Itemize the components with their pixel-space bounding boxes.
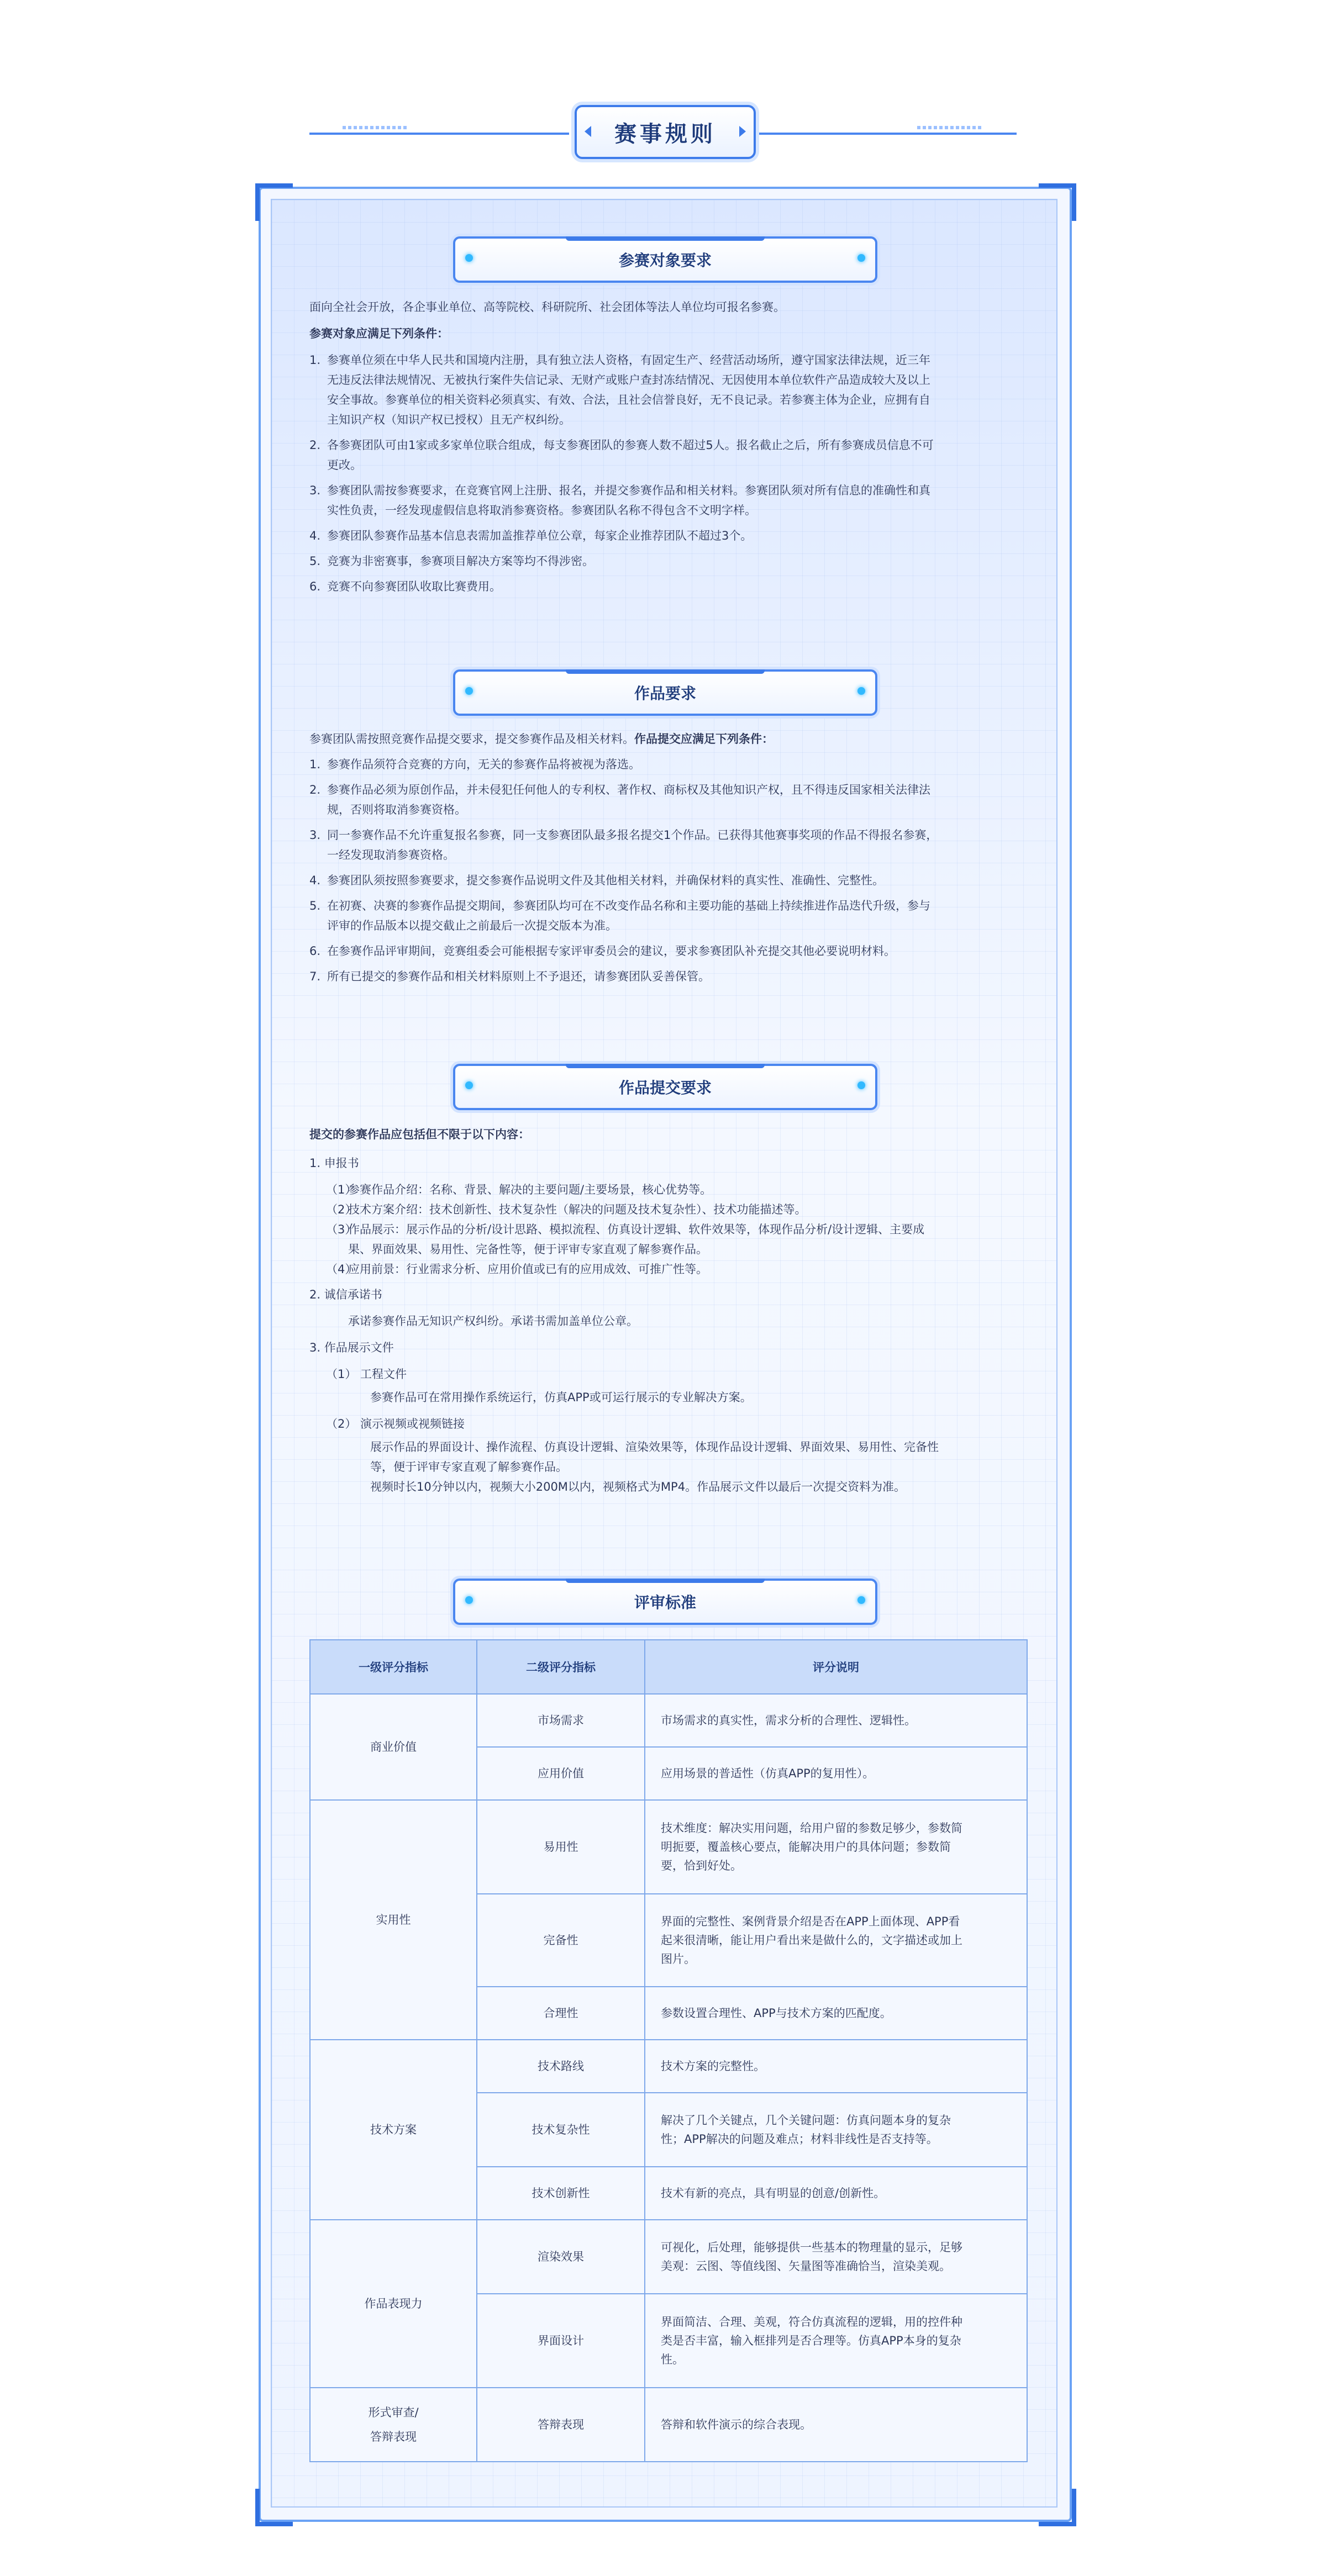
description-line: 性。 [661,2353,684,2366]
sub-item-text: 应用前景：行业需求分析、应用价值或已有的应用成效、可推广性等。 [348,1263,708,1276]
item-number: 4. [309,529,321,542]
list-item [309,481,1028,520]
item-number: 1. [309,353,321,367]
criterion-cell: 渲染效果 [477,2220,645,2294]
item-text: 参赛作品必须为原创作品，并未侵犯任何他人的专利权、著作权、商标权及其他知识产权，且不得违反国家相关法律法 [327,783,930,796]
group-cell [310,2388,477,2462]
glow-dot-icon [465,254,473,262]
section-title: 作品提交要求 [618,1079,712,1097]
item-number: 2. [309,783,321,796]
item-number: 5. [309,899,321,912]
list-item [309,780,1028,820]
section-lead: 参赛对象应满足下列条件： [309,327,449,340]
list-item [309,870,1028,890]
item-text: 所有已提交的参赛作品和相关材料原则上不予退还，请参赛团队妥善保管。 [327,970,710,983]
criterion-cell: 技术创新性 [477,2167,645,2220]
description-line: 美观：云图、等值线图、矢量图等准确恰当，渲染美观。 [661,2260,951,2273]
section-header-evaluation [453,1579,877,1625]
intro-lead: 作品提交应满足下列条件： [634,732,774,746]
table-row [310,2040,1027,2093]
rule-list [309,754,1028,986]
corner-deco-top-right [1039,183,1076,221]
evaluation-table [309,1639,1028,2462]
list-item [309,526,1028,546]
header-accent-bar [566,236,765,241]
item-number: 4. [309,874,321,887]
section-body-participants [309,297,1028,602]
criterion-cell: 答辩表现 [477,2388,645,2462]
glow-dot-icon [857,1596,865,1604]
criterion-cell: 应用价值 [477,1747,645,1800]
item-text: 竞赛不向参赛团队收取比赛费用。 [327,580,501,593]
item-text: 主知识产权（知识产权已授权）且无产权纠纷。 [327,413,571,426]
item-number: 6. [309,580,321,593]
description-cell [645,1800,1027,1894]
description-cell [645,2294,1027,2388]
intro-text: 参赛团队需按照竞赛作品提交要求，提交参赛作品及相关材料。 [309,732,634,746]
description-line: 要，恰到好处。 [661,1859,742,1872]
item-text: 无违反法律法规情况、无被执行案件失信记录、无财产或账户查封冻结情况、无因使用本单位软件产品造成较大及以上 [327,373,930,387]
arrow-right-icon [739,126,746,137]
sub-item [309,1220,1028,1259]
item-text: 参赛团队需按参赛要求，在竞赛官网上注册、报名，并提交参赛作品和相关材料。参赛团队须对所有信息的准确性和真 [327,484,930,497]
item-number: 3. [309,484,321,497]
description-cell [645,2093,1027,2167]
sub-item [309,1259,1028,1279]
sub-item-text: 技术方案介绍：技术创新性、技术复杂性（解决的问题及技术复杂性）、技术功能描述等。 [348,1203,807,1216]
description-line: 技术维度：解决实用问题，给用户留的参数足够少，参数简 [661,1822,962,1835]
section-title: 参赛对象要求 [618,251,712,270]
list-item [309,435,1028,475]
list-item [309,577,1028,597]
sub-item-text: 参赛作品介绍：名称、背景、解决的主要问题/主要场景，核心优势等。 [348,1183,712,1196]
criterion-cell: 合理性 [477,1987,645,2040]
group-cell: 作品表现力 [310,2220,477,2388]
description-line: 明扼要，覆盖核心要点，能解决用户的具体问题；参数简 [661,1840,951,1854]
table-row [310,2388,1027,2462]
arrow-left-icon [585,126,591,137]
list-item [309,825,1028,865]
criterion-cell: 界面设计 [477,2294,645,2388]
page-title: 赛事规则 [614,121,716,147]
sub-item-number: （3） [326,1223,357,1236]
sub-item-text: 展示作品的界面设计、操作流程、仿真设计逻辑、渲染效果等，体现作品设计逻辑、界面效果、易用性、完备性 [370,1440,939,1454]
glow-dot-icon [857,1081,865,1089]
section-intro [309,729,1028,749]
title-deco-line-right [757,133,1017,135]
title-deco-line-left [309,133,569,135]
description-line: 起来很清晰，能让用户看出来是做什么的，文字描述或加上 [661,1934,962,1947]
main-title-box [575,105,756,159]
item-text: 在初赛、决赛的参赛作品提交期间，参赛团队均可在不改变作品名称和主要功能的基础上持续推进作品迭代升级，参与 [327,899,930,912]
sub-item-text: 作品展示：展示作品的分析/设计思路、模拟流程、仿真设计逻辑、软件效果等，体现作品分析/设计逻辑、主要成 [348,1223,925,1236]
criterion-cell: 技术路线 [477,2040,645,2093]
item-text: 在参赛作品评审期间，竞赛组委会可能根据专家评审委员会的建议，要求参赛团队补充提交其他必要说明材料。 [327,944,896,958]
header-accent-bar [566,1579,765,1583]
list-item [309,896,1028,936]
title-deco-dash-right [917,126,983,129]
sub-item-text: 果、界面效果、易用性、完备性等，便于评审专家直观了解参赛作品。 [348,1243,708,1256]
glow-dot-icon [465,1081,473,1089]
sub-item-text: 参赛作品可在常用操作系统运行，仿真APP或可运行展示的专业解决方案。 [370,1391,752,1404]
sub-item-text: 视频时长10分钟以内，视频大小200M以内，视频格式为MP4。作品展示文件以最后一次提交资料为准。 [370,1480,906,1493]
corner-deco-bottom-left [255,2489,293,2526]
item-text: 规，否则将取消参赛资格。 [327,803,466,816]
title-deco-dash-left [343,126,409,129]
item-number: 2. [309,439,321,452]
item-text: 各参赛团队可由1家或多家单位联合组成，每支参赛团队的参赛人数不超过5人。报名截止之后，所有参赛成员信息不可 [327,439,934,452]
item-text: 一经发现取消参赛资格。 [327,848,455,862]
section-header-participants [453,236,877,283]
list-item [309,350,1028,430]
description-line: 界面的完整性、案例背景介绍是否在APP上面体现、APP看 [661,1915,960,1928]
section-title: 作品要求 [634,684,696,703]
sub-item [309,1200,1028,1220]
group-label-line: 形式审查/ [368,2406,419,2419]
list-item-heading: 1. 申报书 [309,1157,359,1170]
table-header-cell: 二级评分指标 [477,1640,645,1694]
description-line: 解决了几个关键点，几个关键问题：仿真问题本身的复杂 [661,2114,951,2127]
table-row [310,1694,1027,1747]
table-row [310,2220,1027,2294]
item-text: 评审的作品版本以提交截止之前最后一次提交版本为准。 [327,919,617,932]
sub-item-number: （4） [326,1263,357,1276]
item-text: 同一参赛作品不允许重复报名参赛，同一支参赛团队最多报名提交1个作品。已获得其他赛事奖项的作品不得报名参赛， [327,828,938,842]
item-text: 参赛单位须在中华人民共和国境内注册，具有独立法人资格，有固定生产、经营活动场所，遵守国家法律法规，近三年 [327,353,930,367]
header-accent-bar [566,669,765,674]
description-line: 图片。 [661,1952,696,1966]
table-header-row [310,1640,1027,1694]
sub-item [309,1180,1028,1200]
description-cell: 参数设置合理性、APP与技术方案的匹配度。 [645,1987,1027,2040]
criterion-cell: 技术复杂性 [477,2093,645,2167]
header-accent-bar [566,1064,765,1068]
criterion-cell: 易用性 [477,1800,645,1894]
item-number: 5. [309,555,321,568]
sub-item-heading: （2） 演示视频或视频链接 [326,1417,465,1430]
list-item [309,551,1028,571]
item-number: 1. [309,758,321,771]
item-number: 7. [309,970,321,983]
sub-item-text: 等，便于评审专家直观了解参赛作品。 [370,1460,567,1474]
main-title-banner [0,99,1326,166]
group-label-line: 答辩表现 [370,2430,417,2443]
sub-item-heading: （1） 工程文件 [326,1368,407,1381]
item-text: 实性负责，一经发现虚假信息将取消参赛资格。参赛团队名称不得包含不文明字样。 [327,504,756,517]
description-line: 可视化，后处理，能够提供一些基本的物理量的显示，足够 [661,2241,962,2254]
item-text: 参赛团队须按照参赛要求，提交参赛作品说明文件及其他相关材料，并确保材料的真实性、准确性、完整性。 [327,874,884,887]
glow-dot-icon [465,1596,473,1604]
sub-item-number: （2） [326,1203,357,1216]
criterion-cell: 市场需求 [477,1694,645,1747]
description-line: 性；APP解决的问题及难点；材料非线性是否支持等。 [661,2132,938,2146]
sub-item-text: 承诺参赛作品无知识产权纠纷。承诺书需加盖单位公章。 [348,1315,638,1328]
section-lead: 提交的参赛作品应包括但不限于以下内容： [309,1128,530,1141]
list-item [309,754,1028,774]
corner-deco-bottom-right [1039,2489,1076,2526]
description-cell: 应用场景的普适性（仿真APP的复用性）。 [645,1747,1027,1800]
group-cell: 商业价值 [310,1694,477,1800]
sub-item-number: （1） [326,1183,357,1196]
description-cell: 技术方案的完整性。 [645,2040,1027,2093]
description-line: 类是否丰富，输入框排列是否合理等。仿真APP本身的复杂 [661,2334,961,2347]
rule-list [309,350,1028,597]
description-line: 界面简洁、合理、美观，符合仿真流程的逻辑，用的控件种 [661,2315,962,2329]
glow-dot-icon [857,687,865,695]
item-text: 竞赛为非密赛事，参赛项目解决方案等均不得涉密。 [327,555,594,568]
corner-deco-top-left [255,183,293,221]
description-cell [645,2220,1027,2294]
description-cell [645,1894,1027,1987]
section-body-work-requirements [309,729,1028,992]
description-cell: 市场需求的真实性，需求分析的合理性、逻辑性。 [645,1694,1027,1747]
description-cell: 技术有新的亮点，具有明显的创意/创新性。 [645,2167,1027,2220]
section-header-work-requirements [453,669,877,716]
item-number: 6. [309,944,321,958]
section-body-submission [309,1125,1028,1497]
list-item [309,941,1028,961]
table-header-cell: 一级评分指标 [310,1640,477,1694]
group-cell: 技术方案 [310,2040,477,2220]
glow-dot-icon [857,254,865,262]
section-header-submission [453,1064,877,1110]
table-row [310,1800,1027,1894]
item-text: 安全事故。参赛单位的相关资料必须真实、有效、合法，且社会信誉良好，无不良记录。若参赛主体为企业，应拥有自 [327,393,930,407]
item-text: 参赛团队参赛作品基本信息表需加盖推荐单位公章，每家企业推荐团队不超过3个。 [327,529,753,542]
description-cell: 答辩和软件演示的综合表现。 [645,2388,1027,2462]
list-item-heading: 2. 诚信承诺书 [309,1288,382,1301]
table-header-cell: 评分说明 [645,1640,1027,1694]
item-text: 参赛作品须符合竞赛的方向，无关的参赛作品将被视为落选。 [327,758,640,771]
item-text: 更改。 [327,458,362,472]
criterion-cell: 完备性 [477,1894,645,1987]
item-number: 3. [309,828,321,842]
section-title: 评审标准 [634,1593,696,1612]
list-item [309,967,1028,986]
section-intro: 面向全社会开放，各企事业单位、高等院校、科研院所、社会团体等法人单位均可报名参赛。 [309,300,785,314]
glow-dot-icon [465,687,473,695]
list-item-heading: 3. 作品展示文件 [309,1341,394,1354]
group-cell: 实用性 [310,1800,477,2040]
